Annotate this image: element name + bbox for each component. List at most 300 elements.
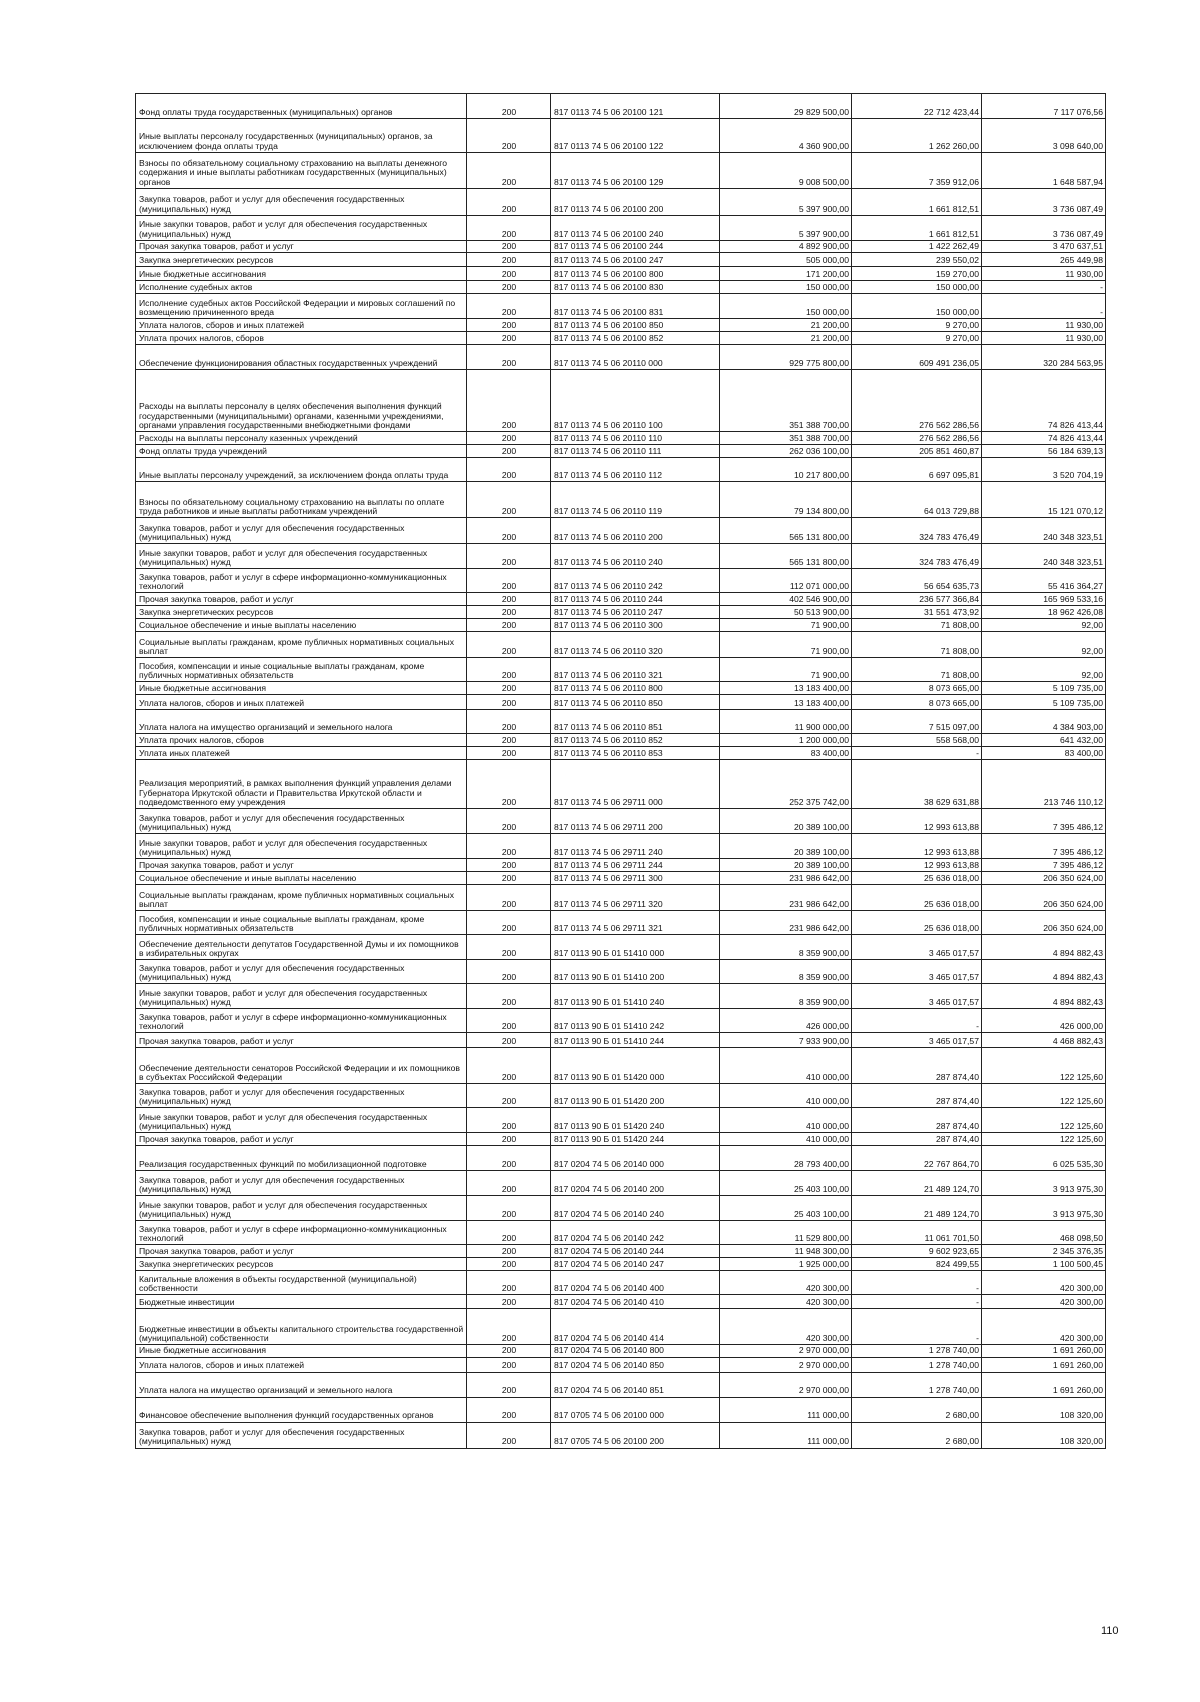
row-executed-amount-cell: 21 489 124,70 [852, 1171, 982, 1196]
row-line-code-cell: 200 [467, 1084, 551, 1108]
row-unexecuted-amount-cell: 92,00 [982, 632, 1106, 658]
row-approved-amount-cell: 21 200,00 [720, 319, 852, 332]
table-row [136, 294, 1106, 319]
row-classification-code-cell: 817 0204 74 5 06 20140 414 [551, 1309, 720, 1345]
table-row [136, 153, 1106, 189]
row-line-code-cell: 200 [467, 960, 551, 984]
row-line-code-cell: 200 [467, 885, 551, 911]
row-executed-amount-cell: 1 278 740,00 [852, 1357, 982, 1372]
row-line-code-cell: 200 [467, 619, 551, 632]
table-row [136, 1357, 1106, 1372]
row-line-code-cell: 200 [467, 1309, 551, 1345]
row-approved-amount-cell: 28 793 400,00 [720, 1146, 852, 1171]
table-row [136, 1295, 1106, 1309]
table-row [136, 960, 1106, 984]
row-classification-code-cell: 817 0113 90 Б 01 51410 240 [551, 984, 720, 1009]
row-classification-code-cell: 817 0204 74 5 06 20140 851 [551, 1372, 720, 1397]
row-name-cell: Иные закупки товаров, работ и услуг для обеспечения государственных (муниципальных) нужд [136, 984, 467, 1009]
row-classification-code-cell: 817 0113 90 Б 01 51420 244 [551, 1133, 720, 1146]
row-line-code-cell: 200 [467, 189, 551, 216]
row-unexecuted-amount-cell: 11 930,00 [982, 319, 1106, 332]
row-unexecuted-amount-cell: 7 117 076,56 [982, 94, 1106, 119]
row-line-code-cell: 200 [467, 760, 551, 809]
row-approved-amount-cell: 2 970 000,00 [720, 1357, 852, 1372]
row-name-cell: Иные бюджетные ассигнования [136, 1345, 467, 1357]
table-row [136, 809, 1106, 834]
row-line-code-cell: 200 [467, 153, 551, 189]
table-row [136, 267, 1106, 281]
table-row [136, 695, 1106, 710]
row-name-cell: Уплата налогов, сборов и иных платежей [136, 1357, 467, 1372]
row-line-code-cell: 200 [467, 319, 551, 332]
table-row [136, 935, 1106, 960]
row-unexecuted-amount-cell: 3 913 975,30 [982, 1196, 1106, 1221]
row-executed-amount-cell: 276 562 286,56 [852, 432, 982, 445]
table-body [136, 94, 1106, 1449]
row-executed-amount-cell: 1 661 812,51 [852, 189, 982, 216]
row-line-code-cell: 200 [467, 1295, 551, 1309]
row-unexecuted-amount-cell: 122 125,60 [982, 1133, 1106, 1146]
row-name-cell: Прочая закупка товаров, работ и услуг [136, 1033, 467, 1048]
row-approved-amount-cell: 420 300,00 [720, 1271, 852, 1295]
row-executed-amount-cell: 12 993 613,88 [852, 834, 982, 859]
table-row [136, 619, 1106, 632]
table-row [136, 593, 1106, 606]
row-classification-code-cell: 817 0113 74 5 06 20100 121 [551, 94, 720, 119]
row-name-cell: Уплата иных платежей [136, 747, 467, 760]
row-classification-code-cell: 817 0204 74 5 06 20140 410 [551, 1295, 720, 1309]
row-line-code-cell: 200 [467, 859, 551, 872]
table-row [136, 1397, 1106, 1422]
row-classification-code-cell: 817 0113 90 Б 01 51410 242 [551, 1009, 720, 1033]
row-classification-code-cell: 817 0113 74 5 06 20100 830 [551, 281, 720, 294]
row-unexecuted-amount-cell: 641 432,00 [982, 734, 1106, 747]
row-unexecuted-amount-cell: 11 930,00 [982, 332, 1106, 345]
row-approved-amount-cell: 111 000,00 [720, 1397, 852, 1422]
row-unexecuted-amount-cell: 4 894 882,43 [982, 935, 1106, 960]
row-classification-code-cell: 817 0113 90 Б 01 51410 244 [551, 1033, 720, 1048]
table-row [136, 253, 1106, 267]
row-line-code-cell: 200 [467, 281, 551, 294]
row-executed-amount-cell: - [852, 747, 982, 760]
row-line-code-cell: 200 [467, 216, 551, 241]
row-classification-code-cell: 817 0113 74 5 06 29711 244 [551, 859, 720, 872]
row-executed-amount-cell: 3 465 017,57 [852, 960, 982, 984]
row-line-code-cell: 200 [467, 458, 551, 482]
row-unexecuted-amount-cell: 240 348 323,51 [982, 518, 1106, 544]
row-line-code-cell: 200 [467, 682, 551, 695]
row-name-cell: Иные выплаты персоналу государственных (муниципальных) органов, за исключением фонда оплаты труда [136, 119, 467, 153]
row-executed-amount-cell: 21 489 124,70 [852, 1196, 982, 1221]
row-name-cell: Иные бюджетные ассигнования [136, 682, 467, 695]
row-name-cell: Уплата прочих налогов, сборов [136, 332, 467, 345]
row-line-code-cell: 200 [467, 1171, 551, 1196]
row-name-cell: Расходы на выплаты персоналу в целях обеспечения выполнения функций государственными (муниципальными) органами, казенными учреждениями, органами управления государственными внебюджетными фондами [136, 370, 467, 432]
row-name-cell: Закупка товаров, работ и услуг в сфере информационно-коммуникационных технологий [136, 1221, 467, 1245]
row-line-code-cell: 200 [467, 834, 551, 859]
table-row [136, 518, 1106, 544]
row-executed-amount-cell: 824 499,55 [852, 1258, 982, 1271]
table-row [136, 834, 1106, 859]
row-executed-amount-cell: 7 515 097,00 [852, 710, 982, 734]
row-approved-amount-cell: 11 900 000,00 [720, 710, 852, 734]
table-row [136, 445, 1106, 458]
row-line-code-cell: 200 [467, 482, 551, 518]
row-classification-code-cell: 817 0204 74 5 06 20140 400 [551, 1271, 720, 1295]
row-line-code-cell: 200 [467, 984, 551, 1009]
table-row [136, 859, 1106, 872]
row-executed-amount-cell: 6 697 095,81 [852, 458, 982, 482]
row-executed-amount-cell: 159 270,00 [852, 267, 982, 281]
row-classification-code-cell: 817 0705 74 5 06 20100 000 [551, 1397, 720, 1422]
row-unexecuted-amount-cell: 4 468 882,43 [982, 1033, 1106, 1048]
row-executed-amount-cell: 150 000,00 [852, 281, 982, 294]
row-approved-amount-cell: 20 389 100,00 [720, 859, 852, 872]
row-unexecuted-amount-cell: 56 184 639,13 [982, 445, 1106, 458]
row-classification-code-cell: 817 0113 74 5 06 20110 853 [551, 747, 720, 760]
table-row [136, 734, 1106, 747]
table-row [136, 1133, 1106, 1146]
row-line-code-cell: 200 [467, 370, 551, 432]
table-row [136, 1171, 1106, 1196]
row-name-cell: Капитальные вложения в объекты государственной (муниципальной) собственности [136, 1271, 467, 1295]
table-row [136, 370, 1106, 432]
row-name-cell: Закупка товаров, работ и услуг для обеспечения государственных (муниципальных) нужд [136, 189, 467, 216]
table-row [136, 1309, 1106, 1345]
row-approved-amount-cell: 2 970 000,00 [720, 1372, 852, 1397]
row-line-code-cell: 200 [467, 1422, 551, 1448]
row-executed-amount-cell: 287 874,40 [852, 1084, 982, 1108]
table-row [136, 760, 1106, 809]
table-row [136, 1009, 1106, 1033]
row-approved-amount-cell: 565 131 800,00 [720, 544, 852, 569]
row-classification-code-cell: 817 0113 74 5 06 20110 111 [551, 445, 720, 458]
row-approved-amount-cell: 402 546 900,00 [720, 593, 852, 606]
row-executed-amount-cell: 22 712 423,44 [852, 94, 982, 119]
row-unexecuted-amount-cell: 7 395 486,12 [982, 809, 1106, 834]
row-classification-code-cell: 817 0113 90 Б 01 51420 200 [551, 1084, 720, 1108]
row-unexecuted-amount-cell: 108 320,00 [982, 1422, 1106, 1448]
row-line-code-cell: 200 [467, 872, 551, 885]
budget-execution-table [135, 93, 1106, 1449]
row-approved-amount-cell: 351 388 700,00 [720, 370, 852, 432]
row-approved-amount-cell: 5 397 900,00 [720, 216, 852, 241]
row-name-cell: Исполнение судебных актов [136, 281, 467, 294]
row-executed-amount-cell: 9 270,00 [852, 319, 982, 332]
row-name-cell: Социальные выплаты гражданам, кроме публичных нормативных социальных выплат [136, 632, 467, 658]
row-line-code-cell: 200 [467, 935, 551, 960]
row-unexecuted-amount-cell: 420 300,00 [982, 1295, 1106, 1309]
table-row [136, 482, 1106, 518]
row-line-code-cell: 200 [467, 658, 551, 682]
row-executed-amount-cell: 25 636 018,00 [852, 885, 982, 911]
row-line-code-cell: 200 [467, 1196, 551, 1221]
row-approved-amount-cell: 13 183 400,00 [720, 682, 852, 695]
row-name-cell: Уплата налогов, сборов и иных платежей [136, 695, 467, 710]
row-classification-code-cell: 817 0113 74 5 06 20100 200 [551, 189, 720, 216]
row-unexecuted-amount-cell: 1 691 260,00 [982, 1372, 1106, 1397]
row-name-cell: Закупка товаров, работ и услуг в сфере информационно-коммуникационных технологий [136, 1009, 467, 1033]
row-approved-amount-cell: 25 403 100,00 [720, 1196, 852, 1221]
table-row [136, 432, 1106, 445]
row-executed-amount-cell: 64 013 729,88 [852, 482, 982, 518]
row-unexecuted-amount-cell: 165 969 533,16 [982, 593, 1106, 606]
row-line-code-cell: 200 [467, 1033, 551, 1048]
row-name-cell: Прочая закупка товаров, работ и услуг [136, 1245, 467, 1258]
table-row [136, 710, 1106, 734]
row-classification-code-cell: 817 0113 74 5 06 29711 240 [551, 834, 720, 859]
row-classification-code-cell: 817 0113 74 5 06 29711 300 [551, 872, 720, 885]
row-line-code-cell: 200 [467, 241, 551, 253]
row-executed-amount-cell: 12 993 613,88 [852, 809, 982, 834]
row-classification-code-cell: 817 0113 90 Б 01 51420 240 [551, 1108, 720, 1133]
row-name-cell: Прочая закупка товаров, работ и услуг [136, 1133, 467, 1146]
row-name-cell: Фонд оплаты труда учреждений [136, 445, 467, 458]
table-row [136, 332, 1106, 345]
row-unexecuted-amount-cell: 2 345 376,35 [982, 1245, 1106, 1258]
table-row [136, 658, 1106, 682]
row-line-code-cell: 200 [467, 1258, 551, 1271]
row-unexecuted-amount-cell: 7 395 486,12 [982, 859, 1106, 872]
row-classification-code-cell: 817 0113 74 5 06 20100 800 [551, 267, 720, 281]
row-unexecuted-amount-cell: 4 384 903,00 [982, 710, 1106, 734]
row-executed-amount-cell: 1 278 740,00 [852, 1345, 982, 1357]
row-executed-amount-cell: 239 550,02 [852, 253, 982, 267]
table-row [136, 569, 1106, 593]
row-name-cell: Пособия, компенсации и иные социальные выплаты гражданам, кроме публичных нормативных обязательств [136, 658, 467, 682]
row-unexecuted-amount-cell: 7 395 486,12 [982, 834, 1106, 859]
table-row [136, 1084, 1106, 1108]
row-classification-code-cell: 817 0113 74 5 06 20110 800 [551, 682, 720, 695]
row-name-cell: Расходы на выплаты персоналу казенных учреждений [136, 432, 467, 445]
row-approved-amount-cell: 112 071 000,00 [720, 569, 852, 593]
row-unexecuted-amount-cell: 3 736 087,49 [982, 189, 1106, 216]
row-unexecuted-amount-cell: 206 350 624,00 [982, 911, 1106, 935]
row-unexecuted-amount-cell: 468 098,50 [982, 1221, 1106, 1245]
row-unexecuted-amount-cell: 1 691 260,00 [982, 1357, 1106, 1372]
row-unexecuted-amount-cell: 92,00 [982, 658, 1106, 682]
row-approved-amount-cell: 20 389 100,00 [720, 809, 852, 834]
row-approved-amount-cell: 410 000,00 [720, 1048, 852, 1084]
row-line-code-cell: 200 [467, 119, 551, 153]
row-classification-code-cell: 817 0113 74 5 06 20100 122 [551, 119, 720, 153]
row-name-cell: Фонд оплаты труда государственных (муниципальных) органов [136, 94, 467, 119]
table-row [136, 606, 1106, 619]
row-unexecuted-amount-cell: 6 025 535,30 [982, 1146, 1106, 1171]
row-unexecuted-amount-cell: 3 736 087,49 [982, 216, 1106, 241]
row-executed-amount-cell: 38 629 631,88 [852, 760, 982, 809]
table-row [136, 1108, 1106, 1133]
row-line-code-cell: 200 [467, 710, 551, 734]
row-approved-amount-cell: 8 359 900,00 [720, 960, 852, 984]
row-approved-amount-cell: 83 400,00 [720, 747, 852, 760]
row-unexecuted-amount-cell: 83 400,00 [982, 747, 1106, 760]
row-line-code-cell: 200 [467, 632, 551, 658]
row-classification-code-cell: 817 0113 74 5 06 29711 000 [551, 760, 720, 809]
row-approved-amount-cell: 410 000,00 [720, 1084, 852, 1108]
row-classification-code-cell: 817 0204 74 5 06 20140 242 [551, 1221, 720, 1245]
row-approved-amount-cell: 426 000,00 [720, 1009, 852, 1033]
row-classification-code-cell: 817 0113 74 5 06 20110 119 [551, 482, 720, 518]
row-name-cell: Обеспечение функционирования областных государственных учреждений [136, 345, 467, 370]
row-executed-amount-cell: 324 783 476,49 [852, 544, 982, 569]
row-name-cell: Закупка товаров, работ и услуг для обеспечения государственных (муниципальных) нужд [136, 1171, 467, 1196]
row-approved-amount-cell: 1 925 000,00 [720, 1258, 852, 1271]
row-approved-amount-cell: 4 892 900,00 [720, 241, 852, 253]
row-approved-amount-cell: 565 131 800,00 [720, 518, 852, 544]
row-approved-amount-cell: 71 900,00 [720, 632, 852, 658]
row-classification-code-cell: 817 0113 74 5 06 20110 247 [551, 606, 720, 619]
row-approved-amount-cell: 10 217 800,00 [720, 458, 852, 482]
row-approved-amount-cell: 7 933 900,00 [720, 1033, 852, 1048]
row-line-code-cell: 200 [467, 1009, 551, 1033]
row-line-code-cell: 200 [467, 94, 551, 119]
row-classification-code-cell: 817 0113 74 5 06 20110 240 [551, 544, 720, 569]
row-line-code-cell: 200 [467, 569, 551, 593]
row-approved-amount-cell: 2 970 000,00 [720, 1345, 852, 1357]
row-classification-code-cell: 817 0204 74 5 06 20140 244 [551, 1245, 720, 1258]
row-executed-amount-cell: - [852, 1009, 982, 1033]
row-unexecuted-amount-cell: 5 109 735,00 [982, 682, 1106, 695]
row-name-cell: Закупка товаров, работ и услуг для обеспечения государственных (муниципальных) нужд [136, 1084, 467, 1108]
row-executed-amount-cell: 71 808,00 [852, 619, 982, 632]
row-unexecuted-amount-cell: 4 894 882,43 [982, 960, 1106, 984]
row-executed-amount-cell: 31 551 473,92 [852, 606, 982, 619]
row-name-cell: Социальные выплаты гражданам, кроме публичных нормативных социальных выплат [136, 885, 467, 911]
row-unexecuted-amount-cell: 4 894 882,43 [982, 984, 1106, 1009]
row-line-code-cell: 200 [467, 734, 551, 747]
table-row [136, 1196, 1106, 1221]
row-classification-code-cell: 817 0113 74 5 06 29711 320 [551, 885, 720, 911]
row-approved-amount-cell: 420 300,00 [720, 1295, 852, 1309]
row-executed-amount-cell: - [852, 1271, 982, 1295]
row-name-cell: Иные закупки товаров, работ и услуг для обеспечения государственных (муниципальных) нужд [136, 1196, 467, 1221]
row-unexecuted-amount-cell: 3 470 637,51 [982, 241, 1106, 253]
row-executed-amount-cell: 324 783 476,49 [852, 518, 982, 544]
row-approved-amount-cell: 11 529 800,00 [720, 1221, 852, 1245]
row-name-cell: Иные выплаты персоналу учреждений, за исключением фонда оплаты труда [136, 458, 467, 482]
row-name-cell: Иные закупки товаров, работ и услуг для обеспечения государственных (муниципальных) нужд [136, 834, 467, 859]
row-executed-amount-cell: 9 270,00 [852, 332, 982, 345]
row-classification-code-cell: 817 0113 74 5 06 20110 000 [551, 345, 720, 370]
table-row [136, 544, 1106, 569]
row-classification-code-cell: 817 0113 74 5 06 20110 200 [551, 518, 720, 544]
table-row [136, 345, 1106, 370]
row-executed-amount-cell: 276 562 286,56 [852, 370, 982, 432]
row-name-cell: Закупка товаров, работ и услуг для обеспечения государственных (муниципальных) нужд [136, 960, 467, 984]
row-classification-code-cell: 817 0113 74 5 06 20110 850 [551, 695, 720, 710]
row-line-code-cell: 200 [467, 911, 551, 935]
row-approved-amount-cell: 79 134 800,00 [720, 482, 852, 518]
row-line-code-cell: 200 [467, 695, 551, 710]
row-executed-amount-cell: 71 808,00 [852, 632, 982, 658]
row-line-code-cell: 200 [467, 593, 551, 606]
row-line-code-cell: 200 [467, 1271, 551, 1295]
row-classification-code-cell: 817 0113 74 5 06 20100 129 [551, 153, 720, 189]
row-approved-amount-cell: 231 986 642,00 [720, 872, 852, 885]
row-executed-amount-cell: 150 000,00 [852, 294, 982, 319]
row-executed-amount-cell: 3 465 017,57 [852, 984, 982, 1009]
row-classification-code-cell: 817 0113 74 5 06 29711 321 [551, 911, 720, 935]
row-executed-amount-cell: 3 465 017,57 [852, 1033, 982, 1048]
row-name-cell: Исполнение судебных актов Российской Федерации и мировых соглашений по возмещению причиненного вреда [136, 294, 467, 319]
table-row [136, 911, 1106, 935]
row-approved-amount-cell: 11 948 300,00 [720, 1245, 852, 1258]
table-row [136, 1271, 1106, 1295]
row-line-code-cell: 200 [467, 267, 551, 281]
table-row [136, 216, 1106, 241]
row-classification-code-cell: 817 0204 74 5 06 20140 800 [551, 1345, 720, 1357]
row-line-code-cell: 200 [467, 432, 551, 445]
row-classification-code-cell: 817 0113 90 Б 01 51410 000 [551, 935, 720, 960]
table-row [136, 281, 1106, 294]
row-approved-amount-cell: 29 829 500,00 [720, 94, 852, 119]
table-row [136, 319, 1106, 332]
table-row [136, 885, 1106, 911]
row-unexecuted-amount-cell: 3 520 704,19 [982, 458, 1106, 482]
row-executed-amount-cell: 3 465 017,57 [852, 935, 982, 960]
row-classification-code-cell: 817 0204 74 5 06 20140 850 [551, 1357, 720, 1372]
row-unexecuted-amount-cell: 108 320,00 [982, 1397, 1106, 1422]
row-classification-code-cell: 817 0113 90 Б 01 51410 200 [551, 960, 720, 984]
row-line-code-cell: 200 [467, 1108, 551, 1133]
row-line-code-cell: 200 [467, 332, 551, 345]
row-executed-amount-cell: 287 874,40 [852, 1133, 982, 1146]
row-name-cell: Иные закупки товаров, работ и услуг для обеспечения государственных (муниципальных) нужд [136, 216, 467, 241]
row-line-code-cell: 200 [467, 345, 551, 370]
row-unexecuted-amount-cell: 122 125,60 [982, 1108, 1106, 1133]
row-classification-code-cell: 817 0705 74 5 06 20100 200 [551, 1422, 720, 1448]
row-approved-amount-cell: 231 986 642,00 [720, 911, 852, 935]
row-name-cell: Пособия, компенсации и иные социальные выплаты гражданам, кроме публичных нормативных обязательств [136, 911, 467, 935]
row-unexecuted-amount-cell: 213 746 110,12 [982, 760, 1106, 809]
row-name-cell: Прочая закупка товаров, работ и услуг [136, 859, 467, 872]
table-row [136, 189, 1106, 216]
row-approved-amount-cell: 20 389 100,00 [720, 834, 852, 859]
row-unexecuted-amount-cell: 92,00 [982, 619, 1106, 632]
row-name-cell: Социальное обеспечение и иные выплаты населению [136, 619, 467, 632]
row-line-code-cell: 200 [467, 445, 551, 458]
row-unexecuted-amount-cell: 5 109 735,00 [982, 695, 1106, 710]
row-unexecuted-amount-cell: 420 300,00 [982, 1271, 1106, 1295]
row-executed-amount-cell: 1 661 812,51 [852, 216, 982, 241]
row-unexecuted-amount-cell: 3 913 975,30 [982, 1171, 1106, 1196]
table-row [136, 119, 1106, 153]
row-classification-code-cell: 817 0113 74 5 06 20110 852 [551, 734, 720, 747]
row-line-code-cell: 200 [467, 1048, 551, 1084]
row-executed-amount-cell: 8 073 665,00 [852, 695, 982, 710]
row-unexecuted-amount-cell: 1 100 500,45 [982, 1258, 1106, 1271]
row-approved-amount-cell: 8 359 900,00 [720, 984, 852, 1009]
row-approved-amount-cell: 929 775 800,00 [720, 345, 852, 370]
row-name-cell: Иные бюджетные ассигнования [136, 267, 467, 281]
table-row [136, 1372, 1106, 1397]
row-approved-amount-cell: 505 000,00 [720, 253, 852, 267]
row-approved-amount-cell: 4 360 900,00 [720, 119, 852, 153]
row-classification-code-cell: 817 0113 74 5 06 20110 300 [551, 619, 720, 632]
row-classification-code-cell: 817 0113 74 5 06 20100 247 [551, 253, 720, 267]
row-classification-code-cell: 817 0113 74 5 06 20110 100 [551, 370, 720, 432]
row-executed-amount-cell: 7 359 912,06 [852, 153, 982, 189]
row-name-cell: Закупка товаров, работ и услуг для обеспечения государственных (муниципальных) нужд [136, 809, 467, 834]
row-name-cell: Прочая закупка товаров, работ и услуг [136, 241, 467, 253]
row-approved-amount-cell: 21 200,00 [720, 332, 852, 345]
row-unexecuted-amount-cell: 240 348 323,51 [982, 544, 1106, 569]
row-unexecuted-amount-cell: 122 125,60 [982, 1048, 1106, 1084]
row-name-cell: Бюджетные инвестиции [136, 1295, 467, 1309]
row-name-cell: Уплата налога на имущество организаций и земельного налога [136, 1372, 467, 1397]
table-row [136, 1048, 1106, 1084]
